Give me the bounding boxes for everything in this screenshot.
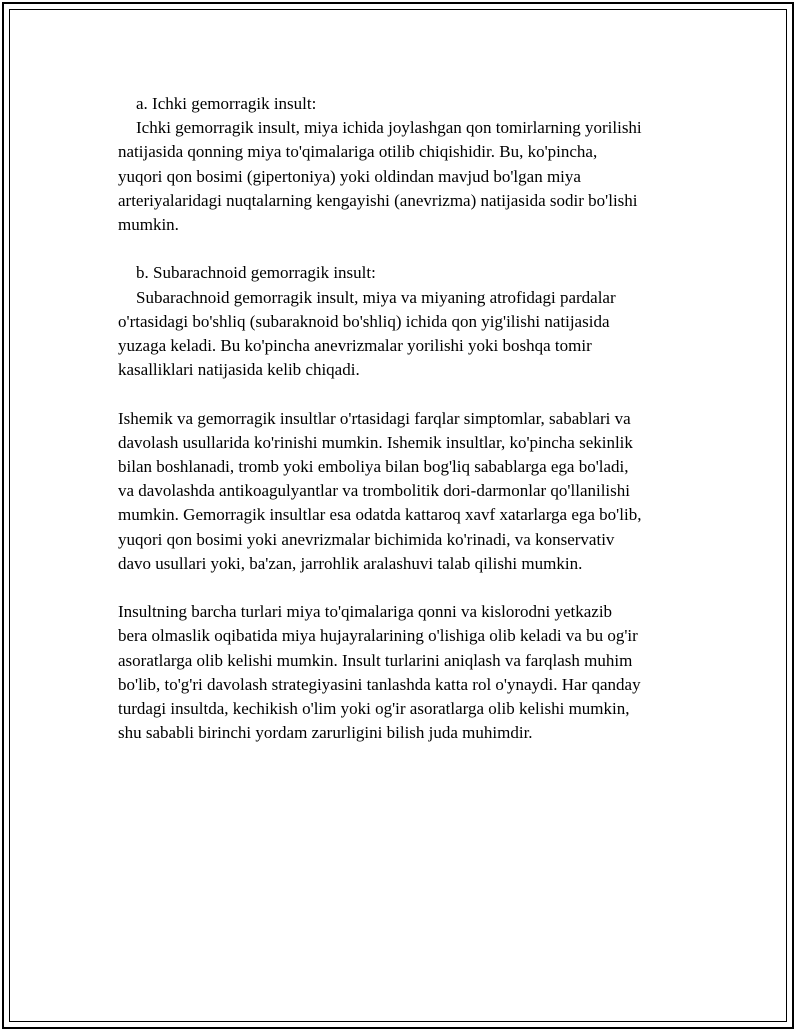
paragraph-line: davo usullari yoki, ba'zan, jarrohlik aralashuvi talab qilishi mumkin.: [118, 553, 583, 573]
section-b-line: yuzaga keladi. Bu ko'pincha anevrizmalar yorilishi yoki boshqa tomir: [118, 336, 592, 356]
document-body: [118, 92, 698, 770]
paragraph-comparison: [118, 407, 698, 576]
section-a-line: mumkin.: [118, 215, 179, 235]
section-b-line: kasalliklari natijasida kelib chiqadi.: [118, 360, 360, 380]
section-a-line: yuqori qon bosimi (gipertoniya) yoki oldindan mavjud bo'lgan miya: [118, 166, 581, 186]
section-a-line: Ichki gemorragik insult, miya ichida joylashgan qon tomirlarning yorilishi: [136, 118, 642, 138]
paragraph-line: yuqori qon bosimi yoki anevrizmalar bichimida ko'rinadi, va konservativ: [118, 529, 615, 549]
section-a-line: arteriyalaridagi nuqtalarning kengayishi (anevrizma) natijasida sodir bo'lishi: [118, 190, 638, 210]
paragraph-line: va davolashda antikoagulyantlar va trombolitik dori-darmonlar qo'llanilishi: [118, 481, 630, 501]
section-a: [118, 92, 698, 237]
paragraph-line: davolash usullarida ko'rinishi mumkin. Ishemik insultlar, ko'pincha sekinlik: [118, 432, 633, 452]
section-b-heading: b. Subarachnoid gemorragik insult:: [136, 263, 376, 283]
section-b: [118, 261, 698, 382]
paragraph-line: shu sababli birinchi yordam zarurligini bilish juda muhimdir.: [118, 723, 533, 743]
section-b-line: o'rtasidagi bo'shliq (subaraknoid bo'shliq) ichida qon yig'ilishi natijasida: [118, 311, 610, 331]
section-a-heading: a. Ichki gemorragik insult:: [136, 94, 317, 113]
paragraph-conclusion: [118, 600, 698, 745]
paragraph-line: bera olmaslik oqibatida miya hujayralarining o'lishiga olib keladi va bu og'ir: [118, 626, 638, 646]
paragraph-line: asoratlarga olib kelishi mumkin. Insult turlarini aniqlash va farqlash muhim: [118, 650, 633, 670]
paragraph-line: bilan boshlanadi, tromb yoki emboliya bilan bog'liq sabablarga ega bo'ladi,: [118, 457, 629, 477]
paragraph-line: Ishemik va gemorragik insultlar o'rtasidagi farqlar simptomlar, sabablari va: [118, 408, 631, 428]
paragraph-line: mumkin. Gemorragik insultlar esa odatda kattaroq xavf xatarlarga ega bo'lib,: [118, 505, 642, 525]
paragraph-line: turdagi insultda, kechikish o'lim yoki og'ir asoratlarga olib kelishi mumkin,: [118, 699, 630, 719]
paragraph-line: Insultning barcha turlari miya to'qimalariga qonni va kislorodni yetkazib: [118, 602, 613, 622]
section-a-line: natijasida qonning miya to'qimalariga otilib chiqishidir. Bu, ko'pincha,: [118, 142, 598, 162]
paragraph-line: bo'lib, to'g'ri davolash strategiyasini tanlashda katta rol o'ynaydi. Har qanday: [118, 674, 641, 694]
section-b-line: Subarachnoid gemorragik insult, miya va miyaning atrofidagi pardalar: [136, 287, 616, 307]
